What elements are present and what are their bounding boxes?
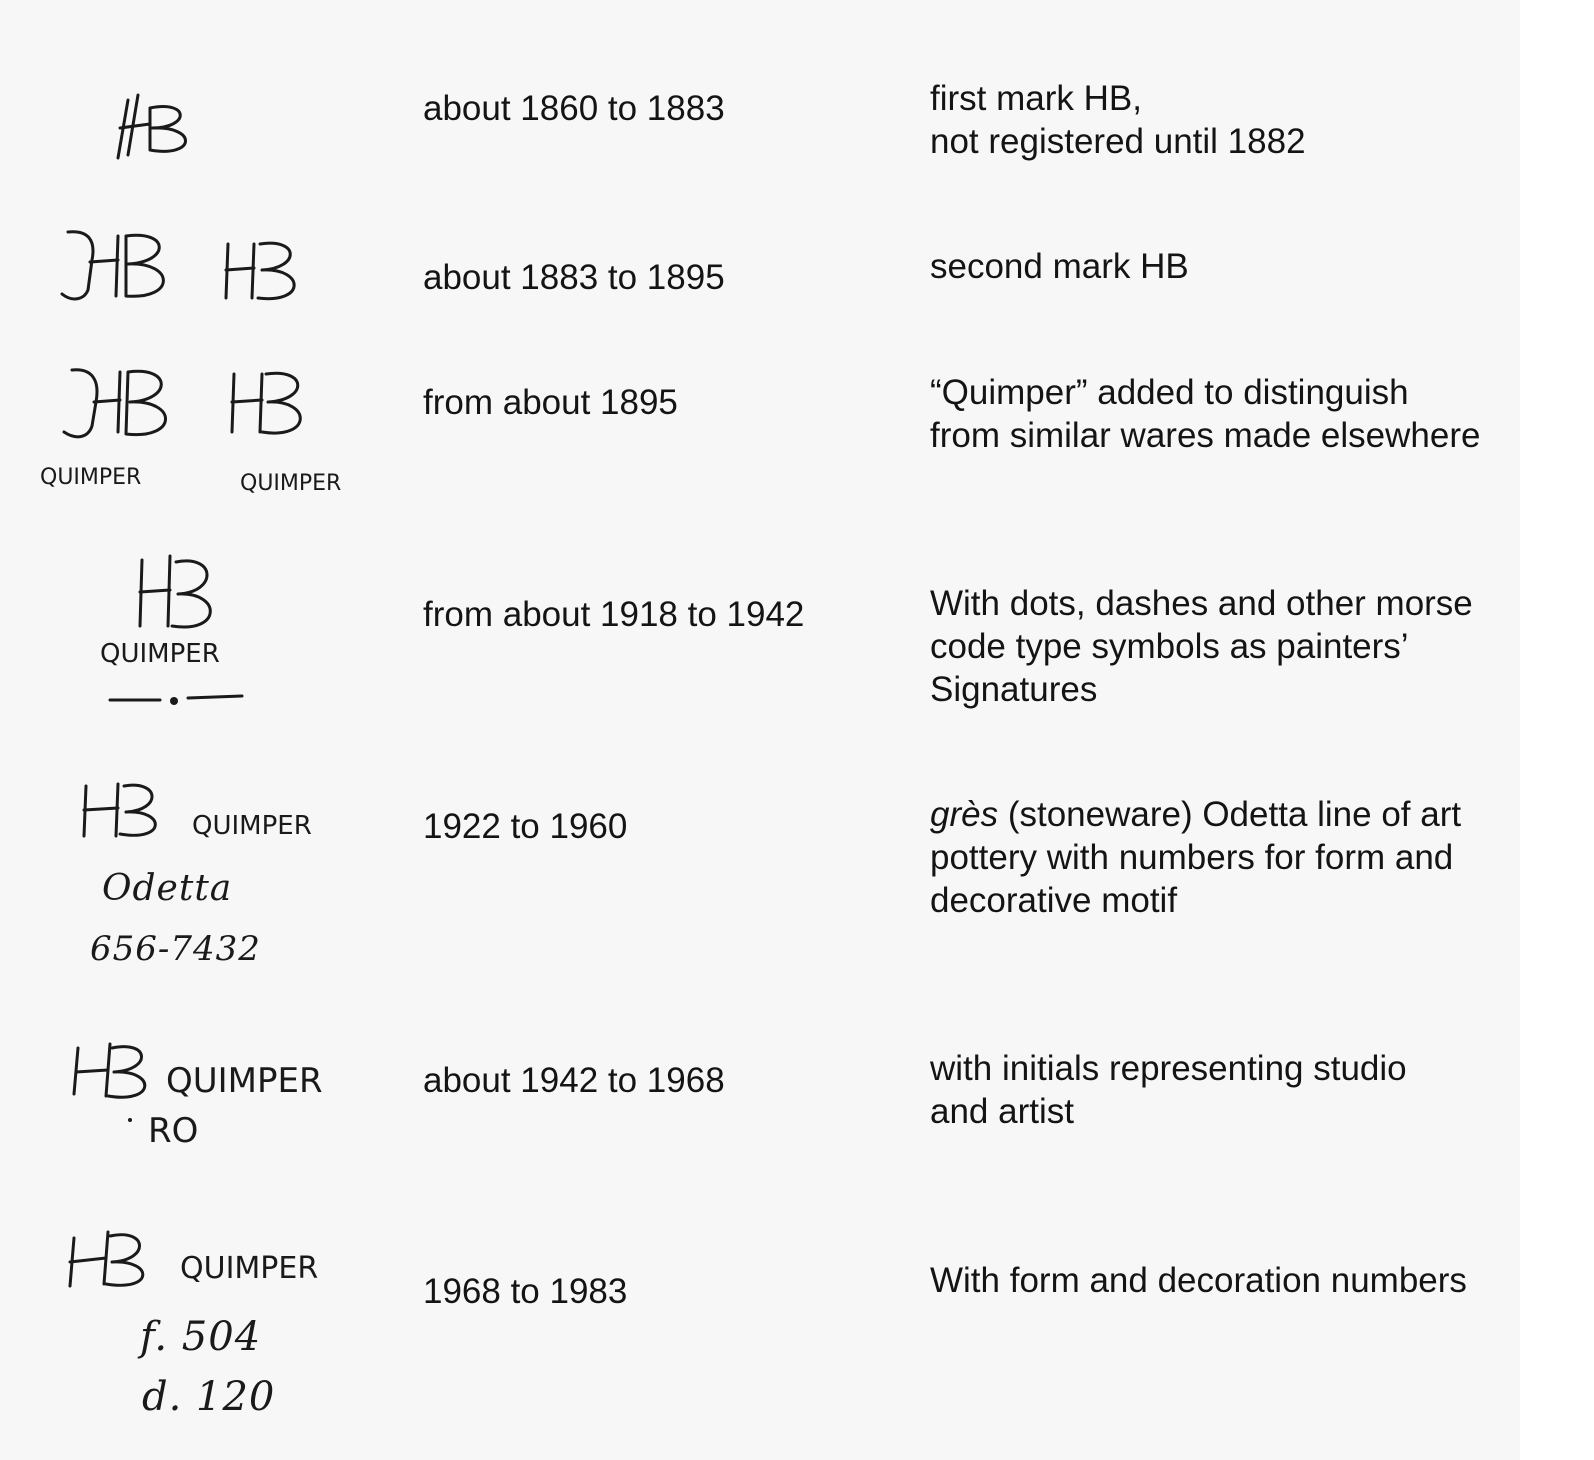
description-line: second mark HB <box>930 247 1189 286</box>
form-number-text: f. 504 <box>140 1314 262 1360</box>
initials-text: RO <box>148 1111 199 1151</box>
date-range: from about 1918 to 1942 <box>423 595 805 634</box>
mark-row-1 <box>0 0 1520 200</box>
description-line: With form and decoration numbers <box>930 1261 1467 1300</box>
description-line: With dots, dashes and other morse <box>930 584 1473 623</box>
date-range: about 1942 to 1968 <box>423 1061 725 1100</box>
description-line: not registered until 1882 <box>930 122 1306 161</box>
description-line: Signatures <box>930 670 1098 709</box>
mark-row-4 <box>0 540 1520 760</box>
hb-quimper-odetta-mark-image <box>0 770 380 1000</box>
mark-row-5 <box>0 770 1520 1000</box>
hb-mark-1883-image <box>0 200 380 360</box>
mark-description <box>930 1047 1520 1133</box>
italic-term: grès <box>930 795 999 834</box>
description-line: “Quimper” added to distinguish <box>930 373 1409 412</box>
quimper-text: QUIMPER <box>100 639 220 669</box>
description-line: code type symbols as painters’ <box>930 627 1409 666</box>
date-range: from about 1895 <box>423 383 678 422</box>
mark-description <box>930 371 1520 457</box>
hb-quimper-mark-1895-image <box>0 360 380 540</box>
description-line-rest: (stoneware) Odetta line of art <box>998 795 1462 834</box>
hb-quimper-form-decoration-mark-image <box>0 1220 380 1460</box>
mark-description <box>930 582 1520 711</box>
quimper-text: QUIMPER <box>180 1251 319 1286</box>
decoration-number-text: d. 120 <box>142 1374 276 1420</box>
mark-description <box>930 77 1520 163</box>
page-margin <box>1520 0 1594 1460</box>
description-line: first mark HB, <box>930 79 1142 118</box>
quimper-text: QUIMPER <box>192 811 312 841</box>
odetta-text: Odetta <box>102 868 233 909</box>
date-range: 1968 to 1983 <box>423 1272 628 1311</box>
date-range: about 1860 to 1883 <box>423 89 725 128</box>
description-line: and artist <box>930 1092 1074 1131</box>
date-range: about 1883 to 1895 <box>423 258 725 297</box>
form-number-text: 656-7432 <box>90 929 261 969</box>
date-range: 1922 to 1960 <box>423 807 628 846</box>
mark-row-3 <box>0 360 1520 540</box>
mark-row-2 <box>0 200 1520 360</box>
hb-mark-1860-image <box>0 0 380 200</box>
hb-quimper-ro-mark-image <box>0 1030 380 1200</box>
description-line: decorative motif <box>930 881 1178 920</box>
description-line: from similar wares made elsewhere <box>930 416 1481 455</box>
mark-description <box>930 245 1520 288</box>
description-line: with initials representing studio <box>930 1049 1407 1088</box>
mark-description <box>930 1259 1520 1302</box>
quimper-text: QUIMPER <box>240 471 342 496</box>
mark-row-7 <box>0 1220 1520 1460</box>
hb-quimper-morse-mark-image <box>0 540 380 760</box>
description-line: pottery with numbers for form and <box>930 838 1454 877</box>
quimper-text: QUIMPER <box>40 465 142 490</box>
mark-description <box>930 793 1520 922</box>
mark-row-6 <box>0 1030 1520 1200</box>
description-line <box>930 793 1520 836</box>
quimper-text: QUIMPER <box>166 1061 323 1101</box>
